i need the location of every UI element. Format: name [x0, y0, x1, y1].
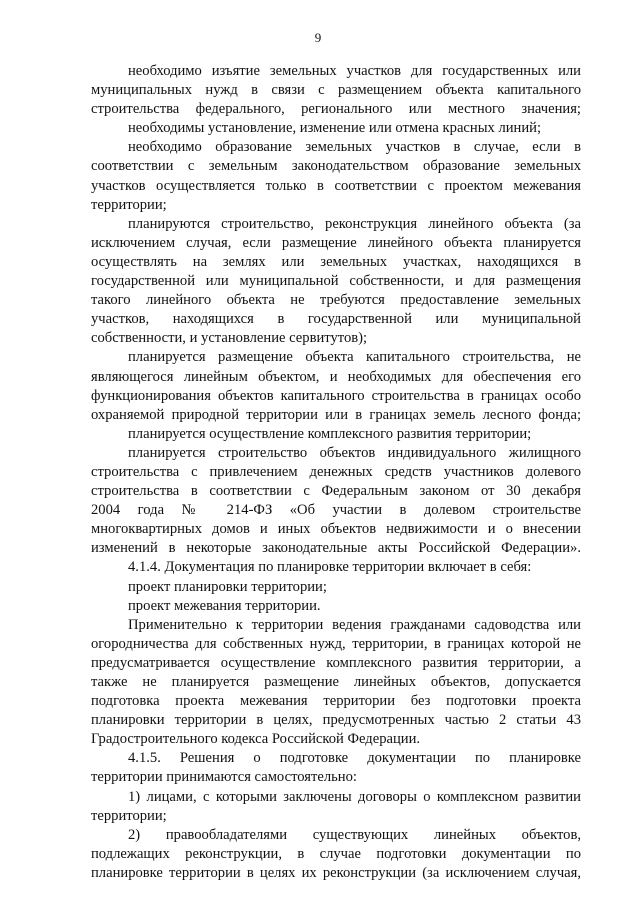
text-line: проект межевания территории.	[128, 597, 321, 614]
text-line: изменений в некоторые законодательные акты Российской Федерации».	[91, 540, 581, 557]
text-line: необходимо изъятие земельных участков для государственных или	[128, 63, 581, 79]
text-line: строительства с привлечением денежных средств участников долевого	[91, 463, 581, 480]
text-line: планируются строительство, реконструкция линейного объекта (за	[128, 215, 581, 232]
text-line: предусматривается осуществление комплексного развития территории, а	[91, 654, 581, 671]
text-line: 1) лицами, с которыми заключены договоры о комплексном развитии	[128, 788, 581, 805]
text-line: территории принимаются самостоятельно:	[91, 769, 357, 786]
text-line: планировки территории в целях, предусмотренных частью 2 статьи 43	[91, 712, 581, 729]
text-line: 4.1.4. Документация по планировке территории включает в себя:	[128, 559, 532, 576]
text-line: планируется осуществление комплексного развития территории;	[128, 425, 532, 442]
text-line: также не планируется размещение линейных объектов, допускается	[91, 674, 581, 690]
text-line: 2) правообладателями существующих линейных объектов,	[128, 826, 581, 843]
text-line: необходимы установление, изменение или отмена красных линий;	[128, 120, 542, 137]
text-line: проект планировки территории;	[128, 578, 327, 595]
text-line: территории;	[91, 807, 167, 824]
text-line: 4.1.5. Решения о подготовке документации по планировке	[128, 750, 581, 767]
text-line: государственной или муниципальной собственности, и для размещения	[91, 273, 581, 290]
text-line: многоквартирных домов и иных объектов недвижимости и о внесении	[91, 521, 581, 538]
text-line: участков осуществляется только в соответствии с проектом межевания	[91, 177, 581, 194]
text-line: огородничества для собственных нужд, территории, в границах которой не	[91, 635, 581, 652]
text-line: собственности, и установление сервитутов);	[91, 330, 368, 347]
text-line: такого линейного объекта не требуются предоставление земельных	[91, 292, 581, 309]
text-line: являющегося линейным объектом, и необходимых для обеспечения его	[91, 368, 581, 385]
page-number: 9	[314, 30, 322, 45]
text-line: участков, находящихся в государственной или муниципальной	[91, 311, 581, 328]
text-line: необходимо образование земельных участков в случае, если в	[128, 139, 581, 156]
text-line: подлежащих реконструкции, в случае подготовки документации по	[91, 845, 581, 862]
text-line: подготовка проекта межевания территории без подготовки проекта	[91, 693, 581, 710]
text-line: строительства в соответствии с Федеральным законом от 30 декабря	[91, 483, 581, 500]
text-line: соответствии с земельным законодательством образование земельных	[91, 158, 581, 175]
text-line: осуществлять на землях или земельных участках, находящихся в	[91, 253, 581, 270]
text-line: Применительно к территории ведения гражданами садоводства или	[128, 616, 581, 633]
text-line: планировке территории в целях их реконструкции (за исключением случая,	[91, 864, 581, 881]
body-text	[91, 62, 581, 883]
text-line: строительства федерального, регионального или местного значения;	[91, 101, 581, 118]
text-line: охраняемой природной территории или в границах земель лесного фонда;	[91, 406, 581, 423]
text-line: функционирования объектов капитального строительства в границах особо	[91, 387, 581, 404]
text-line: территории;	[91, 196, 167, 213]
text-line: Градостроительного кодекса Российской Федерации.	[91, 731, 421, 748]
text-line: исключением случая, если размещение линейного объекта планируется	[91, 234, 581, 251]
text-line: планируется строительство объектов индивидуального жилищного	[128, 444, 581, 461]
text-line: муниципальных нужд в связи с размещением объекта капитального	[91, 82, 581, 99]
text-line: планируется размещение объекта капитального строительства, не	[128, 349, 581, 366]
text-line: 2004 года № 214-ФЗ «Об участии в долевом строительстве	[91, 502, 581, 519]
